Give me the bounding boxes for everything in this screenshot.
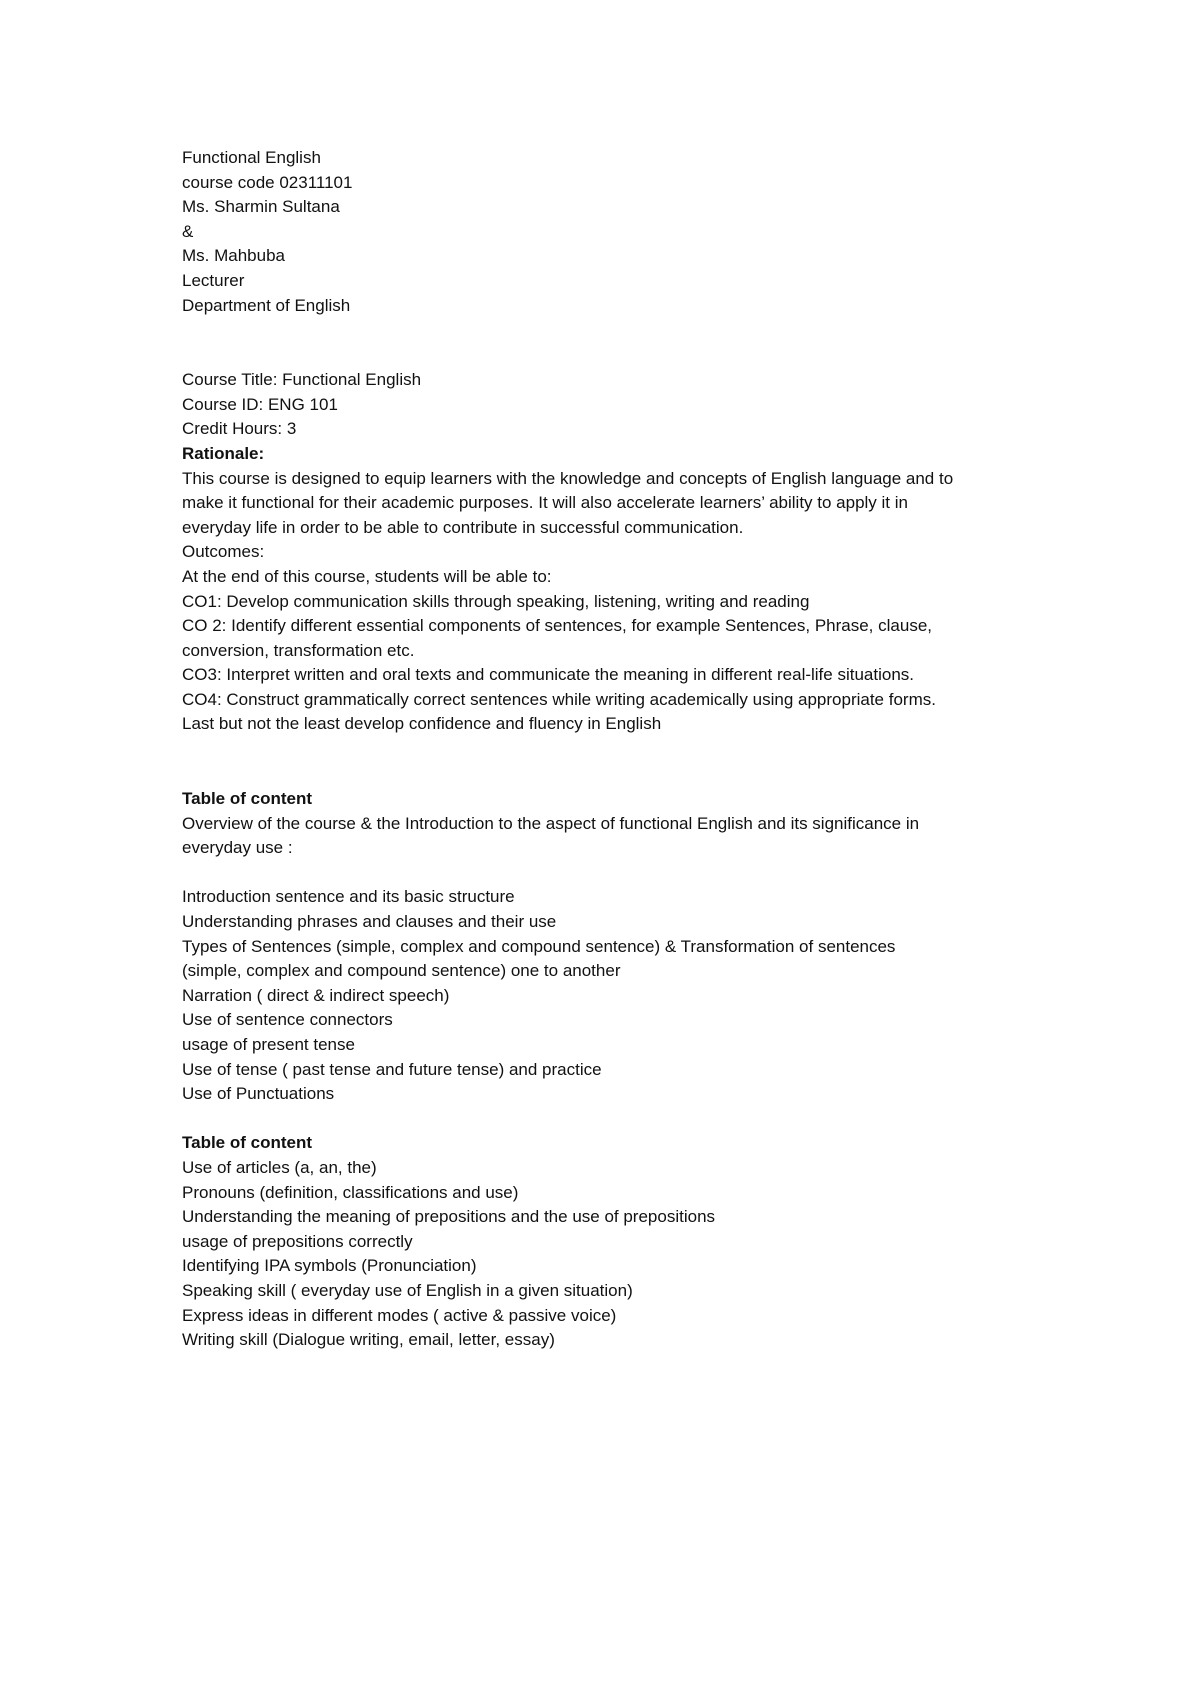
toc-item: Use of tense ( past tense and future tense) and practice [182,1059,602,1079]
spacer [182,861,1082,886]
toc-item: Narration ( direct & indirect speech) [182,985,450,1005]
document-title: Functional English [182,148,321,167]
toc-item: Use of articles (a, an, the) [182,1157,377,1177]
instructor-name-2: Ms. Mahbuba [182,246,285,266]
outcomes-heading: Outcomes: [182,542,265,562]
course-info-block [182,368,1082,442]
toc-item: Speaking skill ( everyday use of English in a given situation) [182,1280,633,1300]
outcome-line: CO3: Interpret written and oral texts and communicate the meaning in different real-life situations. [182,665,915,685]
outcome-line: CO 2: Identify different essential components of sentences, for example Sentences, Phrase, clause, [182,616,932,636]
toc-item: Introduction sentence and its basic structure [182,887,515,907]
rationale-line: make it functional for their academic purposes. It will also accelerate learners’ ability to apply it in [182,493,908,513]
header-block [182,146,1082,318]
toc-item: (simple, complex and compound sentence) one to another [182,961,621,981]
course-id: Course ID: ENG 101 [182,394,338,414]
toc-item: Understanding phrases and clauses and their use [182,912,557,932]
spacer [182,318,1082,368]
toc-heading-1: Table of content [182,789,313,809]
toc-item: Use of sentence connectors [182,1010,393,1030]
toc-item: Use of Punctuations [182,1084,335,1104]
rationale-heading: Rationale: [182,443,265,463]
course-title: Course Title: Functional English [182,370,422,390]
rationale-line: everyday life in order to be able to contribute in successful communication. [182,517,744,537]
outcome-line: CO1: Develop communication skills through speaking, listening, writing and reading [182,591,810,611]
instructor-name-1: Ms. Sharmin Sultana [182,197,340,217]
toc-item: Understanding the meaning of prepositions and the use of prepositions [182,1207,716,1227]
toc-item: Express ideas in different modes ( active & passive voice) [182,1305,617,1325]
outcome-line: Last but not the least develop confidence and fluency in English [182,714,662,734]
spacer [182,1107,1082,1132]
outcomes-section [182,540,1082,737]
toc-section-2 [182,1131,1082,1352]
department: Department of English [182,295,351,315]
toc-overview-line: everyday use : [182,838,293,858]
toc-item: Writing skill (Dialogue writing, email, letter, essay) [182,1330,555,1350]
toc-item: usage of present tense [182,1035,355,1054]
credit-hours: Credit Hours: 3 [182,419,297,439]
outcomes-intro: At the end of this course, students will be able to: [182,566,552,586]
outcome-line: CO4: Construct grammatically correct sentences while writing academically using appropriate forms. [182,689,936,709]
toc-section-1 [182,787,1082,1107]
toc-item: usage of prepositions correctly [182,1231,413,1251]
rationale-line: This course is designed to equip learners with the knowledge and concepts of English language and to [182,468,954,488]
instructor-role: Lecturer [182,270,245,290]
toc-item: Identifying IPA symbols (Pronunciation) [182,1256,477,1276]
rationale-section [182,442,1082,540]
toc-heading-2: Table of content [182,1133,313,1153]
outcome-line: conversion, transformation etc. [182,640,415,660]
toc-overview-line: Overview of the course & the Introduction to the aspect of functional English and its significance in [182,813,920,833]
toc-item: Pronouns (definition, classifications and use) [182,1182,519,1202]
ampersand: & [182,221,194,241]
course-code: course code 02311101 [182,172,353,192]
toc-item: Types of Sentences (simple, complex and compound sentence) & Transformation of sentences [182,936,896,956]
document-body [182,146,1082,1353]
spacer [182,737,1082,787]
